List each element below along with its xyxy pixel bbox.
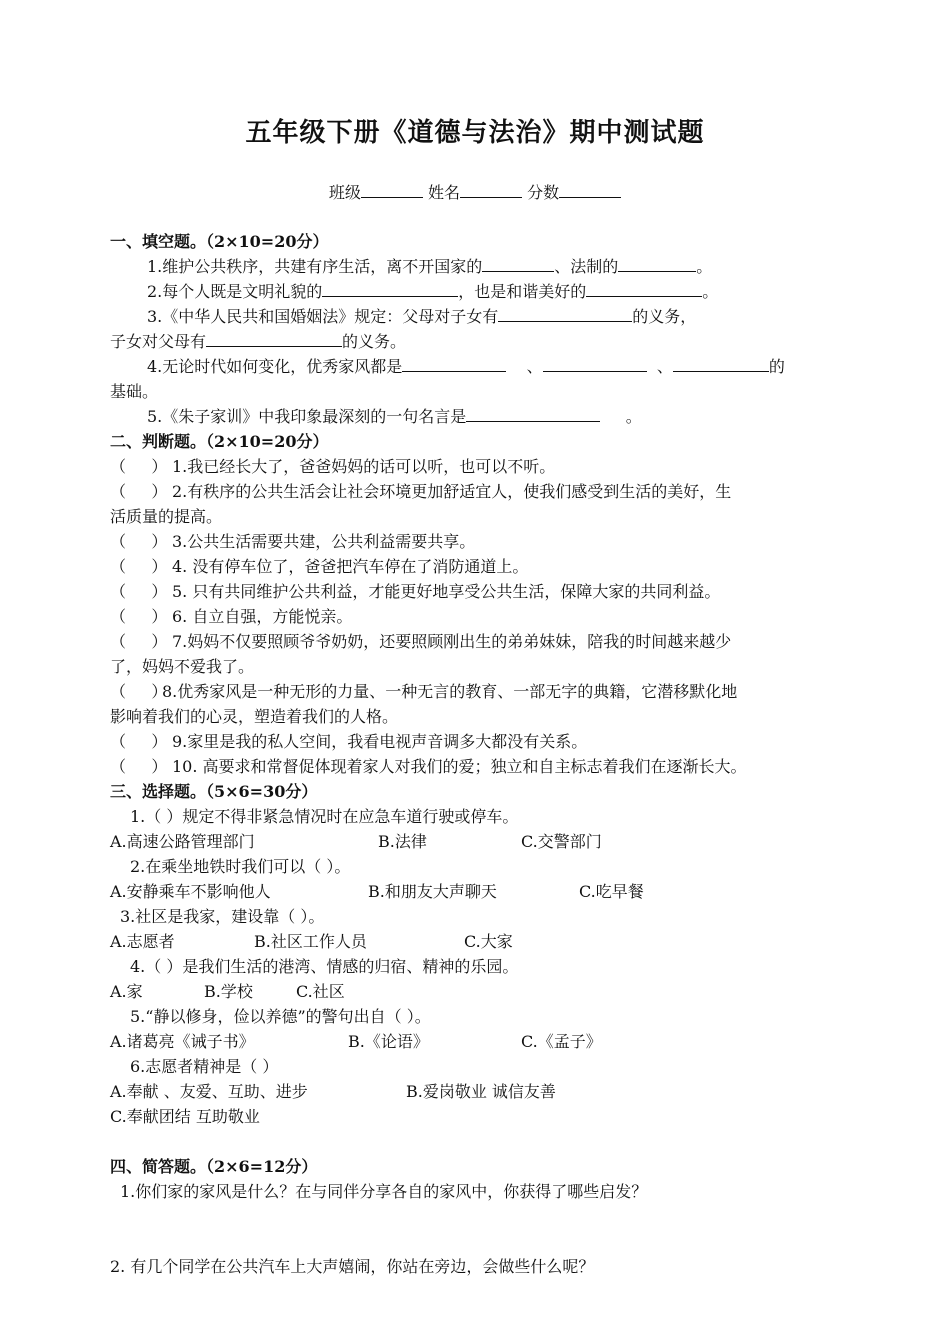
- judge-question-4: [110, 554, 528, 579]
- option-b[interactable]: B.法律: [378, 832, 427, 851]
- judge-question-7-cont: 了，妈妈不爱我了。: [110, 657, 255, 676]
- fill-question-5: [147, 404, 642, 429]
- fill-question-3: [147, 304, 696, 329]
- choice-question-6: 6.志愿者精神是（ ）: [130, 1057, 279, 1076]
- judge-question-3: [110, 529, 475, 554]
- option-b[interactable]: B.学校: [204, 982, 253, 1001]
- q-text: 的义务，: [632, 307, 697, 326]
- q-text: 3.公共生活需要共建，公共利益需要共享。: [172, 532, 476, 551]
- q-text: 、: [526, 357, 543, 376]
- answer-bracket[interactable]: （ ）: [110, 482, 168, 501]
- section-3-header: 三、选择题。（5×6=30分）: [110, 782, 318, 801]
- choice-options-2: [110, 879, 644, 904]
- q-text: 8.优秀家风是一种无形的力量、一种无言的教育、一部无字的典籍，它潜移默化地: [162, 682, 738, 701]
- option-a[interactable]: A.志愿者: [110, 932, 175, 951]
- q-text: 6. 自立自强，方能悦亲。: [172, 607, 353, 626]
- choice-options-4: [110, 979, 345, 1004]
- answer-bracket[interactable]: （ ）: [110, 682, 168, 701]
- name-label: 姓名: [427, 183, 460, 202]
- section-2-header: 二、判断题。（2×10=20分）: [110, 432, 329, 451]
- option-a[interactable]: A.奉献 、友爱、互助、进步: [110, 1082, 308, 1101]
- q-text: 的义务。: [342, 332, 407, 351]
- answer-blank[interactable]: [322, 279, 458, 297]
- option-a[interactable]: A.诸葛亮《诫子书》: [110, 1032, 255, 1051]
- q-text: 。: [702, 282, 719, 301]
- section-1-header: 一、填空题。（2×10=20分）: [110, 232, 329, 251]
- answer-bracket[interactable]: （ ）: [110, 532, 168, 551]
- answer-bracket[interactable]: （ ）: [110, 732, 168, 751]
- exam-title: 五年级下册《道德与法治》期中测试题: [245, 118, 705, 148]
- q-text: 3.《中华人民共和国婚姻法》规定：父母对子女有: [147, 307, 499, 326]
- section-4-header: 四、简答题。（2×6=12分）: [110, 1157, 318, 1176]
- answer-blank[interactable]: [482, 254, 554, 272]
- short-answer-question-1: 1.你们家的家风是什么？在与同伴分享各自的家风中，你获得了哪些启发？: [120, 1182, 648, 1201]
- option-b[interactable]: B.和朋友大声聊天: [368, 882, 497, 901]
- judge-question-1: [110, 454, 555, 479]
- answer-blank[interactable]: [618, 254, 696, 272]
- q-text: 4.无论时代如何变化，优秀家风都是: [147, 357, 403, 376]
- judge-question-8: [110, 679, 737, 704]
- judge-question-10: [110, 754, 747, 779]
- option-c[interactable]: C.大家: [464, 932, 513, 951]
- answer-blank[interactable]: [586, 279, 702, 297]
- q-text: 2.每个人既是文明礼貌的: [147, 282, 323, 301]
- answer-blank[interactable]: [402, 354, 506, 372]
- judge-question-6: [110, 604, 352, 629]
- q-text: 。: [625, 407, 642, 426]
- q-text: 7.妈妈不仅要照顾爷爷奶奶，还要照顾刚出生的弟弟妹妹，陪我的时间越来越少: [172, 632, 732, 651]
- fill-question-4-cont: 基础。: [110, 382, 159, 401]
- q-text: 1.我已经长大了，爸爸妈妈的话可以听，也可以不听。: [172, 457, 556, 476]
- option-b[interactable]: B.爱岗敬业 诚信友善: [406, 1082, 556, 1101]
- q-text: ，也是和谐美好的: [458, 282, 587, 301]
- answer-blank[interactable]: [206, 329, 342, 347]
- choice-question-1: 1.（ ）规定不得非紧急情况时在应急车道行驶或停车。: [130, 807, 519, 826]
- answer-blank[interactable]: [543, 354, 647, 372]
- option-c[interactable]: C.《孟子》: [521, 1032, 602, 1051]
- option-a[interactable]: A.家: [110, 982, 143, 1001]
- option-c[interactable]: C.吃早餐: [579, 882, 644, 901]
- class-label: 班级: [328, 183, 361, 202]
- answer-bracket[interactable]: （ ）: [110, 607, 168, 626]
- q-text: 子女对父母有: [110, 332, 207, 351]
- q-text: 。: [696, 257, 713, 276]
- q-text: 4. 没有停车位了，爸爸把汽车停在了消防通道上。: [172, 557, 529, 576]
- option-b[interactable]: B.《论语》: [348, 1032, 429, 1051]
- answer-bracket[interactable]: （ ）: [110, 582, 168, 601]
- judge-question-7: [110, 629, 731, 654]
- answer-blank[interactable]: [498, 304, 632, 322]
- choice-options-1: [110, 829, 602, 854]
- q-text: 5.《朱子家训》中我印象最深刻的一句名言是: [147, 407, 467, 426]
- name-blank[interactable]: [460, 180, 522, 198]
- fill-question-1: [147, 254, 712, 279]
- judge-question-8-cont: 影响着我们的心灵，塑造着我们的人格。: [110, 707, 399, 726]
- score-blank[interactable]: [559, 180, 621, 198]
- choice-options-6-cont: [110, 1104, 260, 1129]
- q-text: 的: [768, 357, 785, 376]
- option-c[interactable]: C.社区: [296, 982, 345, 1001]
- short-answer-question-2: 2. 有几个同学在公共汽车上大声嬉闹，你站在旁边，会做些什么呢？: [110, 1257, 595, 1276]
- fill-question-3-cont: [110, 329, 406, 354]
- choice-options-5: [110, 1029, 602, 1054]
- q-text: 9.家里是我的私人空间，我看电视声音调多大都没有关系。: [172, 732, 588, 751]
- option-c[interactable]: C.交警部门: [521, 832, 602, 851]
- answer-bracket[interactable]: （ ）: [110, 757, 168, 776]
- fill-question-2: [147, 279, 718, 304]
- class-blank[interactable]: [361, 180, 423, 198]
- choice-question-3: 3.社区是我家，建设靠（ ）。: [120, 907, 325, 926]
- choice-question-4: 4.（ ）是我们生活的港湾、情感的归宿、精神的乐园。: [130, 957, 519, 976]
- answer-bracket[interactable]: （ ）: [110, 557, 168, 576]
- q-text: 、: [656, 357, 673, 376]
- q-text: 2.有秩序的公共生活会让社会环境更加舒适宜人，使我们感受到生活的美好，生: [172, 482, 732, 501]
- option-b[interactable]: B.社区工作人员: [254, 932, 367, 951]
- student-info-line: [0, 180, 950, 203]
- choice-question-5: 5.“静以修身，俭以养德”的警句出自（ ）。: [130, 1007, 431, 1026]
- answer-bracket[interactable]: （ ）: [110, 457, 168, 476]
- choice-options-3: [110, 929, 513, 954]
- option-c[interactable]: C.奉献团结 互助敬业: [110, 1107, 260, 1126]
- answer-blank[interactable]: [466, 404, 600, 422]
- option-a[interactable]: A.高速公路管理部门: [110, 832, 255, 851]
- answer-bracket[interactable]: （ ）: [110, 632, 168, 651]
- judge-question-9: [110, 729, 587, 754]
- q-text: 1.维护公共秩序，共建有序生活，离不开国家的: [147, 257, 483, 276]
- choice-options-6: [110, 1079, 556, 1104]
- choice-question-2: 2.在乘坐地铁时我们可以（ ）。: [130, 857, 351, 876]
- fill-question-4: [147, 354, 785, 379]
- q-text: 10. 高要求和常督促体现着家人对我们的爱；独立和自主标志着我们在逐渐长大。: [172, 757, 747, 776]
- score-label: 分数: [527, 183, 560, 202]
- judge-question-2-cont: 活质量的提高。: [110, 507, 223, 526]
- q-text: 、法制的: [554, 257, 619, 276]
- option-a[interactable]: A.安静乘车不影响他人: [110, 882, 271, 901]
- judge-question-2: [110, 479, 731, 504]
- answer-blank[interactable]: [673, 354, 769, 372]
- q-text: 5. 只有共同维护公共利益，才能更好地享受公共生活，保障大家的共同利益。: [172, 582, 721, 601]
- judge-question-5: [110, 579, 720, 604]
